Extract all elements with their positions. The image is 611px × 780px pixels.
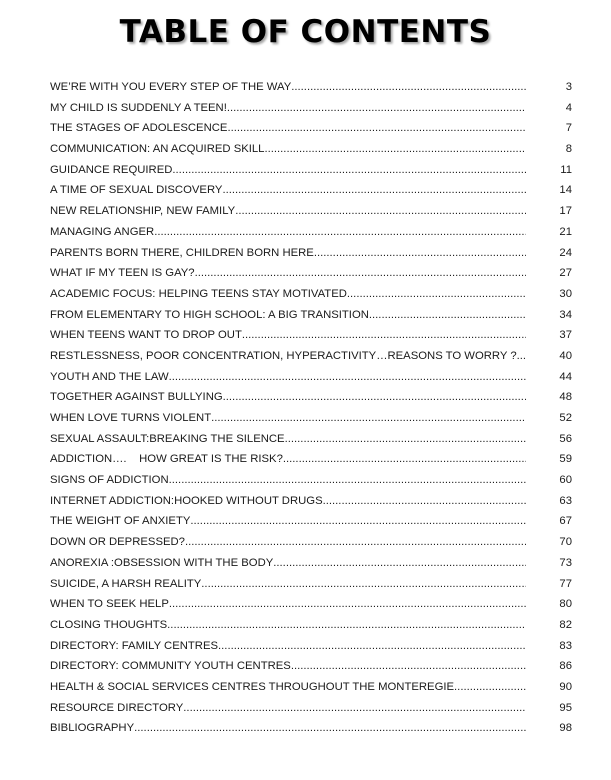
toc-entry xyxy=(50,288,580,309)
toc-entry xyxy=(50,184,580,205)
toc-entry-page-number: 82 xyxy=(559,618,572,631)
toc-dot-leader xyxy=(218,640,526,652)
toc-entry xyxy=(50,557,580,578)
toc-dot-leader xyxy=(283,453,526,465)
toc-entry-label: INTERNET ADDICTION:HOOKED WITHOUT DRUGS xyxy=(50,494,323,507)
toc-dot-leader xyxy=(347,288,526,300)
toc-entry-title-line xyxy=(50,474,526,486)
toc-dot-leader xyxy=(183,702,526,714)
toc-entry xyxy=(50,640,580,661)
toc-entry-page-number: 90 xyxy=(559,680,572,693)
toc-dot-leader xyxy=(285,433,526,445)
toc-entry-title-line xyxy=(50,391,526,403)
toc-entry-page-number: 8 xyxy=(565,143,572,156)
toc-dot-leader xyxy=(195,267,526,279)
toc-entry-title-line xyxy=(50,412,526,424)
toc-entry-title-line xyxy=(50,578,526,590)
toc-dot-leader xyxy=(211,412,526,424)
toc-entry-page-number: 59 xyxy=(559,453,572,466)
toc-entry-label: GUIDANCE REQUIRED xyxy=(50,163,173,176)
toc-dot-leader xyxy=(369,309,526,321)
toc-entry-title-line xyxy=(50,557,526,569)
toc-dot-leader xyxy=(185,536,526,548)
toc-entry-page-number: 80 xyxy=(559,598,572,611)
toc-entry-title-line xyxy=(50,371,526,383)
toc-entry-label: COMMUNICATION: AN ACQUIRED SKILL xyxy=(50,143,265,156)
toc-entry-title-line xyxy=(50,619,526,631)
toc-dot-leader xyxy=(169,474,526,486)
toc-entry-title-line xyxy=(50,184,526,196)
toc-entry-title-line xyxy=(50,702,526,714)
toc-entry-label: WHEN TEENS WANT TO DROP OUT xyxy=(50,329,242,342)
toc-entry-title-line xyxy=(50,515,526,527)
toc-entry-page-number: 77 xyxy=(559,577,572,590)
toc-dot-leader xyxy=(154,226,526,238)
toc-entry xyxy=(50,702,580,723)
toc-entry xyxy=(50,495,580,516)
toc-dot-leader xyxy=(172,164,526,176)
toc-entry-title-line xyxy=(50,433,526,445)
toc-dot-leader xyxy=(454,681,526,693)
toc-entry-label: DOWN OR DEPRESSED? xyxy=(50,536,185,549)
page-title: TABLE OF CONTENTS xyxy=(119,14,492,50)
toc-entry xyxy=(50,722,580,743)
toc-entry-label: THE STAGES OF ADOLESCENCE xyxy=(50,122,228,135)
toc-entry-page-number: 48 xyxy=(559,391,572,404)
toc-entry-label: TOGETHER AGAINST BULLYING xyxy=(50,391,223,404)
toc-entry-page-number: 27 xyxy=(559,267,572,280)
toc-entry-label: DIRECTORY: COMMUNITY YOUTH CENTRES xyxy=(50,660,291,673)
toc-entry xyxy=(50,164,580,185)
toc-entry-page-number: 83 xyxy=(559,639,572,652)
toc-entry-page-number: 24 xyxy=(559,246,572,259)
toc-entry-label: PARENTS BORN THERE, CHILDREN BORN HERE xyxy=(50,246,314,259)
toc-entry-label: NEW RELATIONSHIP, NEW FAMILY xyxy=(50,205,236,218)
toc-entry-page-number: 98 xyxy=(559,722,572,735)
toc-entry xyxy=(50,474,580,495)
toc-entry-page-number: 63 xyxy=(559,494,572,507)
toc-entry xyxy=(50,598,580,619)
toc-entry xyxy=(50,267,580,288)
toc-entry-page-number: 11 xyxy=(560,163,572,176)
toc-entry xyxy=(50,453,580,474)
toc-entry-page-number: 34 xyxy=(559,308,572,321)
toc-entry xyxy=(50,433,580,454)
toc-entry-page-number: 3 xyxy=(565,81,572,93)
toc-entry-page-number: 4 xyxy=(565,101,572,114)
toc-entry-title-line xyxy=(50,640,526,652)
toc-entry-title-line xyxy=(50,660,526,672)
toc-entry-label: SIGNS OF ADDICTION xyxy=(50,474,169,487)
toc-dot-leader xyxy=(291,81,526,93)
toc-entry xyxy=(50,681,580,702)
toc-entry xyxy=(50,205,580,226)
toc-entry-label: DIRECTORY: FAMILY CENTRES xyxy=(50,639,219,652)
toc-entry-label: THE WEIGHT OF ANXIETY xyxy=(50,515,191,528)
toc-entry xyxy=(50,102,580,123)
toc-entry-title-line xyxy=(50,453,526,465)
toc-entry-title-line xyxy=(50,350,526,362)
toc-entry-title-line xyxy=(50,495,526,507)
toc-entry-label: HEALTH & SOCIAL SERVICES CENTRES THROUGHOUT THE MONTEREGIE xyxy=(50,680,455,693)
toc-dot-leader xyxy=(223,391,526,403)
toc-entry-title-line xyxy=(50,329,526,341)
toc-entry xyxy=(50,309,580,330)
toc-entry-label: WHEN LOVE TURNS VIOLENT xyxy=(50,412,212,424)
toc-entry-title-line xyxy=(50,598,526,610)
toc-entry-label: YOUTH AND THE LAW xyxy=(50,370,169,383)
toc-entry-page-number: 17 xyxy=(559,205,572,218)
toc-entry-page-number: 70 xyxy=(559,536,572,549)
toc-entry-title-line xyxy=(50,226,526,238)
toc-entry-title-line xyxy=(50,681,526,693)
toc-entry-label: WE’RE WITH YOU EVERY STEP OF THE WAY xyxy=(50,81,292,93)
toc-dot-leader xyxy=(264,143,526,155)
toc-entry-page-number: 52 xyxy=(559,412,572,424)
toc-dot-leader xyxy=(201,578,526,590)
toc-entry xyxy=(50,412,580,433)
toc-entry xyxy=(50,619,580,640)
toc-entry-title-line xyxy=(50,722,526,734)
toc-dot-leader xyxy=(291,660,526,672)
toc-dot-leader xyxy=(517,350,526,362)
toc-entry-label: BIBLIOGRAPHY xyxy=(50,722,135,735)
toc-entry-title-line xyxy=(50,309,526,321)
toc-entry-title-line xyxy=(50,536,526,548)
toc-dot-leader xyxy=(273,557,526,569)
toc-entry-title-line xyxy=(50,205,526,217)
toc-entry xyxy=(50,578,580,599)
toc-entry xyxy=(50,329,580,350)
toc-dot-leader xyxy=(227,122,526,134)
toc-entry-title-line xyxy=(50,81,526,93)
toc-entry-label: SUICIDE, A HARSH REALITY xyxy=(50,577,202,590)
toc-entry-title-line xyxy=(50,247,526,259)
toc-entry-label: MY CHILD IS SUDDENLY A TEEN! xyxy=(50,101,227,114)
toc-entry-label: WHEN TO SEEK HELP xyxy=(50,598,169,611)
toc-entry xyxy=(50,536,580,557)
toc-dot-leader xyxy=(314,247,526,259)
toc-dot-leader xyxy=(169,371,526,383)
toc-entry xyxy=(50,226,580,247)
toc-dot-leader xyxy=(167,619,526,631)
toc-entry-page-number: 30 xyxy=(559,287,572,300)
toc-entry-title-line xyxy=(50,102,526,114)
toc-entry-title-line xyxy=(50,164,526,176)
toc-dot-leader xyxy=(235,205,526,217)
toc-entry xyxy=(50,122,580,143)
toc-entry-page-number: 7 xyxy=(565,122,572,135)
toc-entry-page-number: 73 xyxy=(559,556,572,569)
toc-entry-page-number: 60 xyxy=(559,474,572,487)
toc-dot-leader xyxy=(242,329,526,341)
toc-dot-leader xyxy=(222,184,526,196)
toc-entry xyxy=(50,350,580,371)
toc-entry-title-line xyxy=(50,288,526,300)
toc-dot-leader xyxy=(134,722,526,734)
toc-entry xyxy=(50,143,580,164)
toc-entry-label: RESOURCE DIRECTORY xyxy=(50,701,184,714)
toc-entry-page-number: 95 xyxy=(559,701,572,714)
toc-entry xyxy=(50,371,580,392)
toc-dot-leader xyxy=(323,495,526,507)
toc-entry-page-number: 86 xyxy=(559,660,572,673)
toc-entry-page-number: 21 xyxy=(559,225,572,238)
toc-entry-page-number: 40 xyxy=(559,349,572,362)
toc-entry xyxy=(50,247,580,268)
toc-entry-title-line xyxy=(50,122,526,134)
toc-entry-label: MANAGING ANGER xyxy=(50,225,155,238)
toc-entry xyxy=(50,81,580,102)
toc-entry-page-number: 56 xyxy=(559,432,572,445)
toc-entry-label: FROM ELEMENTARY TO HIGH SCHOOL: A BIG TRANSITION xyxy=(50,308,369,321)
toc-entry-page-number: 67 xyxy=(559,515,572,528)
toc-entry-label: SEXUAL ASSAULT:BREAKING THE SILENCE xyxy=(50,432,285,445)
toc-entry-label: A TIME OF SEXUAL DISCOVERY xyxy=(50,184,223,197)
toc-entry-label: CLOSING THOUGHTS xyxy=(50,618,168,631)
toc-entry xyxy=(50,660,580,681)
toc-entry-page-number: 37 xyxy=(559,329,572,342)
toc-entry-label: RESTLESSNESS, POOR CONCENTRATION, HYPERACTIVITY…REASONS TO WORRY ? xyxy=(50,349,517,362)
toc-entry-title-line xyxy=(50,267,526,279)
toc-dot-leader xyxy=(190,515,526,527)
toc-entry-page-number: 44 xyxy=(559,370,572,383)
toc-entry-label: ANOREXIA :OBSESSION WITH THE BODY xyxy=(50,556,274,569)
toc-entry-title-line xyxy=(50,143,526,155)
toc-entry-page-number: 14 xyxy=(559,184,572,197)
toc-entry-label: ADDICTION…. HOW GREAT IS THE RISK? xyxy=(50,453,283,466)
toc-dot-leader xyxy=(227,102,526,114)
toc-entry-label: WHAT IF MY TEEN IS GAY? xyxy=(50,267,195,280)
toc-entry-label: ACADEMIC FOCUS: HELPING TEENS STAY MOTIVATED xyxy=(50,287,347,300)
toc-entry xyxy=(50,391,580,412)
toc-dot-leader xyxy=(169,598,526,610)
toc-entry xyxy=(50,515,580,536)
toc-list xyxy=(50,81,580,743)
